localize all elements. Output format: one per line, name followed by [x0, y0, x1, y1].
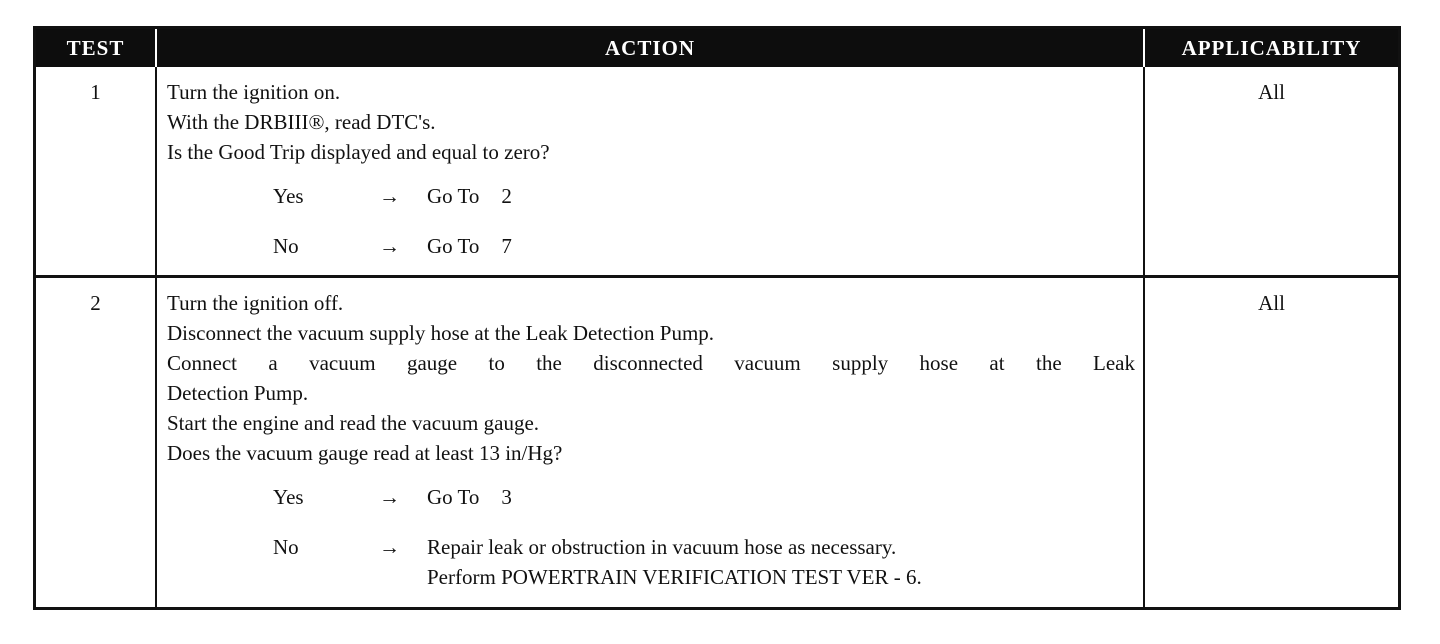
yes-label: Yes	[273, 484, 304, 509]
goto-link[interactable]	[427, 231, 1135, 261]
header-test: TEST	[36, 29, 156, 67]
arrow-icon: →	[379, 534, 400, 559]
action-step: With the DRBIII®, read DTC's.	[167, 110, 436, 134]
diagnostic-table-frame	[33, 26, 1401, 610]
action-step: Turn the ignition off.	[167, 290, 344, 315]
table-row	[36, 276, 1398, 607]
yes-branch	[273, 181, 1135, 211]
applicability-2: All	[1144, 276, 1398, 607]
test-number-1: 1	[90, 80, 101, 104]
action-cell-2	[156, 276, 1144, 607]
goto-link[interactable]	[427, 181, 1135, 211]
branch-list	[167, 482, 1135, 592]
action-cell-1	[156, 67, 1144, 276]
applicability-1: All	[1144, 67, 1398, 276]
result-line: Perform POWERTRAIN VERIFICATION TEST VER - 6.	[427, 564, 922, 589]
action-step: Disconnect the vacuum supply hose at the Leak Detection Pump.	[167, 320, 715, 345]
result-line: Repair leak or obstruction in vacuum hose as necessary.	[427, 534, 897, 559]
no-branch	[273, 231, 1135, 261]
action-step: Connect a vacuum gauge to the disconnected vacuum supply hose at the Leak	[167, 350, 1135, 375]
action-step: Detection Pump.	[167, 380, 309, 405]
arrow-icon: →	[379, 484, 400, 509]
yes-branch	[273, 482, 1135, 512]
action-step: Does the vacuum gauge read at least 13 in/Hg?	[167, 440, 563, 465]
action-step: Turn the ignition on.	[167, 80, 341, 104]
goto-target: 7	[501, 234, 512, 258]
no-label: No	[273, 534, 299, 559]
arrow-icon: →	[379, 184, 400, 208]
yes-label: Yes	[273, 184, 304, 208]
branch-list	[167, 181, 1135, 261]
action-step: Start the engine and read the vacuum gauge.	[167, 410, 540, 435]
header-action: ACTION	[156, 29, 1144, 67]
no-result	[427, 532, 1135, 592]
goto-text: Go To	[427, 484, 480, 509]
table-row	[36, 67, 1398, 276]
goto-text: Go To	[427, 184, 480, 208]
test-number-2: 2	[36, 276, 156, 607]
arrow-icon: →	[379, 234, 400, 258]
action-step: Is the Good Trip displayed and equal to zero?	[167, 140, 550, 164]
goto-text: Go To	[427, 234, 480, 258]
no-label: No	[273, 234, 299, 258]
header-applicability: APPLICABILITY	[1144, 29, 1398, 67]
no-branch	[273, 532, 1135, 592]
diagnostic-test-table	[36, 29, 1398, 607]
goto-target: 3	[501, 484, 512, 509]
table-header-row	[36, 29, 1398, 67]
goto-link[interactable]	[427, 482, 1135, 512]
goto-target: 2	[501, 184, 512, 208]
